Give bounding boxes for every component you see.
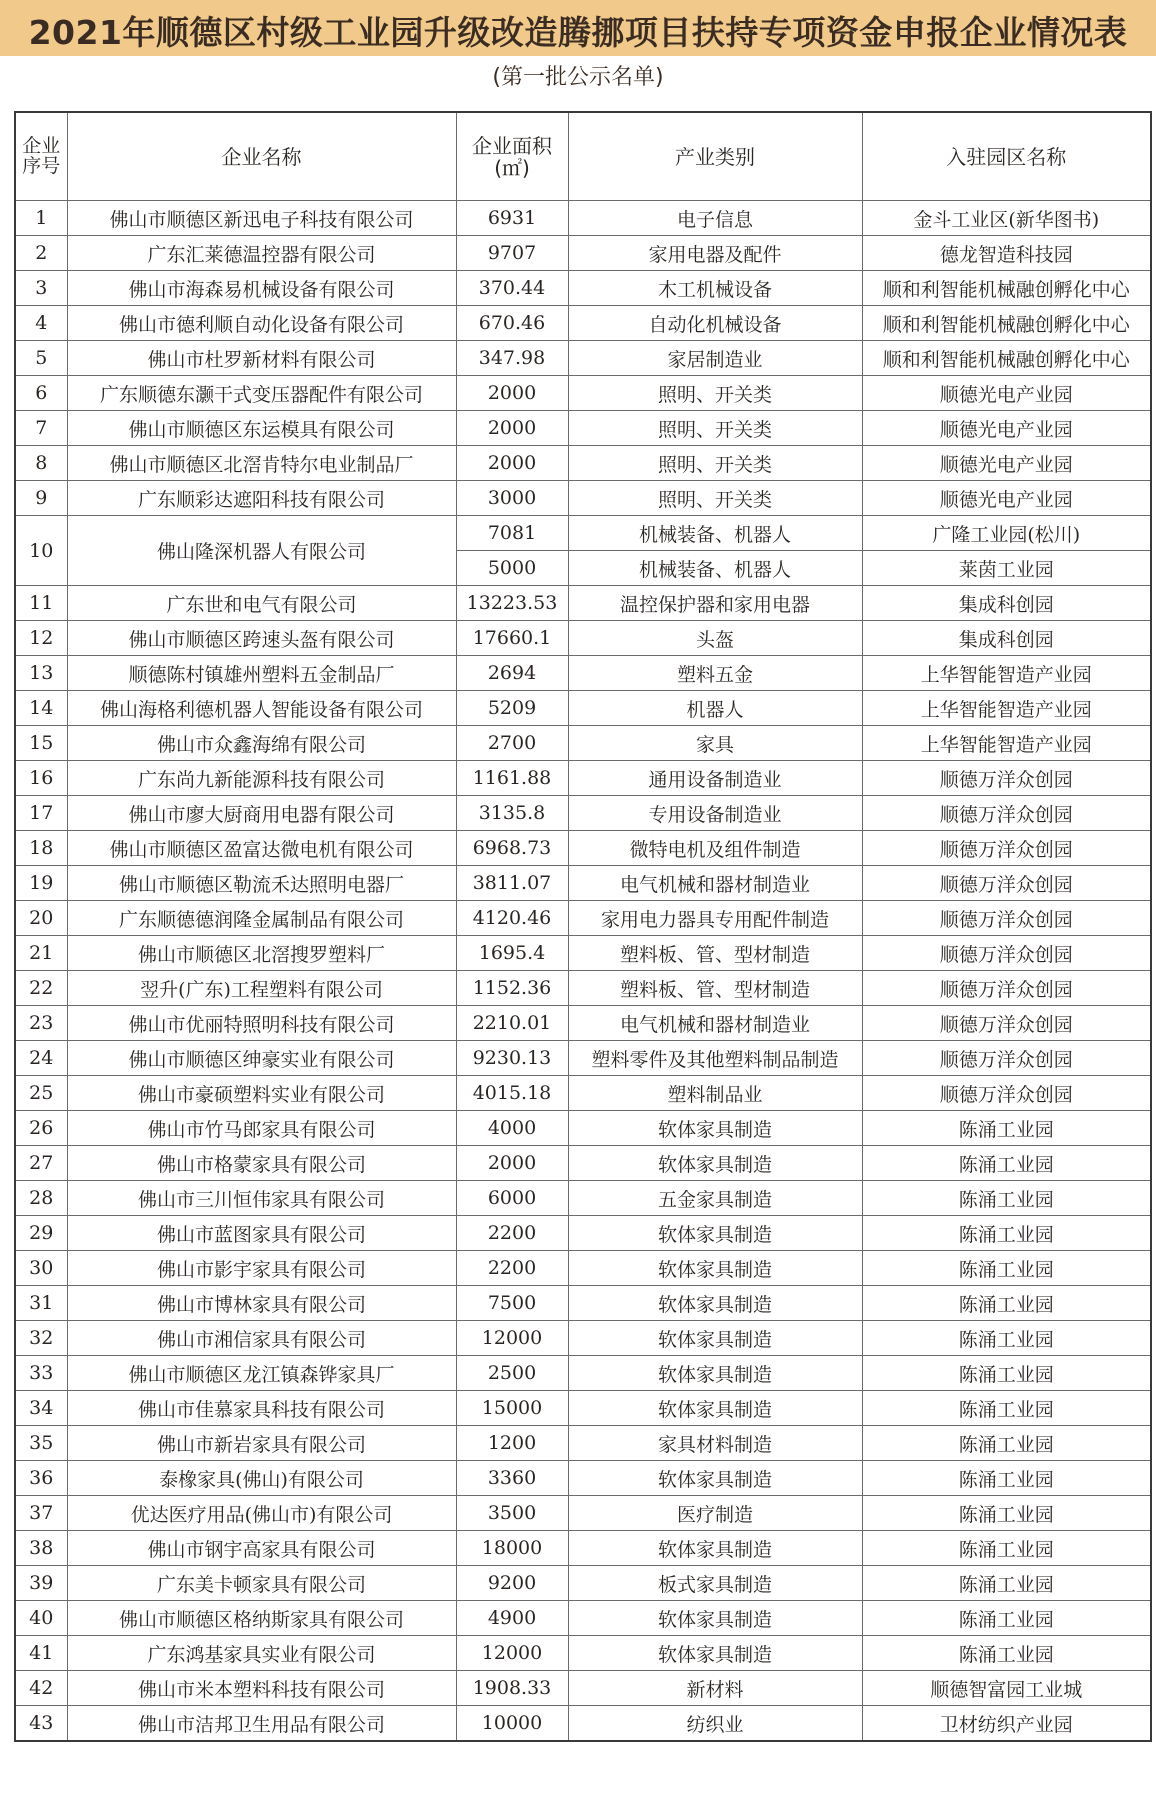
area-value: 7500 bbox=[456, 1286, 568, 1321]
industry-value: 自动化机械设备 bbox=[568, 306, 862, 341]
company-name: 顺德陈村镇雄州塑料五金制品厂 bbox=[67, 656, 456, 691]
row-number: 31 bbox=[15, 1286, 67, 1321]
industry-value: 医疗制造 bbox=[568, 1496, 862, 1531]
row-number: 17 bbox=[15, 796, 67, 831]
area-value: 7081 bbox=[456, 516, 568, 551]
area-value: 4015.18 bbox=[456, 1076, 568, 1111]
row-number: 18 bbox=[15, 831, 67, 866]
row-number: 42 bbox=[15, 1671, 67, 1706]
table-row bbox=[15, 1251, 1151, 1286]
park-name: 陈涌工业园 bbox=[862, 1111, 1151, 1146]
table-row bbox=[15, 1076, 1151, 1111]
company-name: 佛山市豪硕塑料实业有限公司 bbox=[67, 1076, 456, 1111]
table-row bbox=[15, 236, 1151, 271]
area-value: 6968.73 bbox=[456, 831, 568, 866]
area-value: 1152.36 bbox=[456, 971, 568, 1006]
row-number: 3 bbox=[15, 271, 67, 306]
park-name: 陈涌工业园 bbox=[862, 1566, 1151, 1601]
company-name: 佛山市德利顺自动化设备有限公司 bbox=[67, 306, 456, 341]
park-name: 陈涌工业园 bbox=[862, 1636, 1151, 1671]
park-name: 陈涌工业园 bbox=[862, 1251, 1151, 1286]
page-title: 2021年顺德区村级工业园升级改造腾挪项目扶持专项资金申报企业情况表 bbox=[28, 13, 1128, 52]
park-name: 陈涌工业园 bbox=[862, 1601, 1151, 1636]
park-name: 顺和利智能机械融创孵化中心 bbox=[862, 306, 1151, 341]
industry-value: 软体家具制造 bbox=[568, 1391, 862, 1426]
industry-value: 塑料板、管、型材制造 bbox=[568, 971, 862, 1006]
row-number: 10 bbox=[15, 516, 67, 586]
company-name: 泰橡家具(佛山)有限公司 bbox=[67, 1461, 456, 1496]
company-name: 佛山市顺德区绅豪实业有限公司 bbox=[67, 1041, 456, 1076]
park-name: 顺德光电产业园 bbox=[862, 411, 1151, 446]
industry-value: 纺织业 bbox=[568, 1706, 862, 1742]
park-name: 上华智能智造产业园 bbox=[862, 726, 1151, 761]
area-value: 9707 bbox=[456, 236, 568, 271]
industry-value: 家具 bbox=[568, 726, 862, 761]
park-name: 顺德万洋众创园 bbox=[862, 761, 1151, 796]
row-number: 12 bbox=[15, 621, 67, 656]
table-row bbox=[15, 446, 1151, 481]
industry-value: 软体家具制造 bbox=[568, 1321, 862, 1356]
industry-value: 软体家具制造 bbox=[568, 1146, 862, 1181]
table-row bbox=[15, 1636, 1151, 1671]
industry-value: 家居制造业 bbox=[568, 341, 862, 376]
company-name: 广东汇莱德温控器有限公司 bbox=[67, 236, 456, 271]
table-row bbox=[15, 1461, 1151, 1496]
company-name: 佛山市格蒙家具有限公司 bbox=[67, 1146, 456, 1181]
park-name: 顺德万洋众创园 bbox=[862, 1076, 1151, 1111]
area-value: 2210.01 bbox=[456, 1006, 568, 1041]
row-number: 39 bbox=[15, 1566, 67, 1601]
area-value: 4900 bbox=[456, 1601, 568, 1636]
area-value: 2500 bbox=[456, 1356, 568, 1391]
industry-value: 软体家具制造 bbox=[568, 1286, 862, 1321]
area-value: 2694 bbox=[456, 656, 568, 691]
company-name: 佛山市海森易机械设备有限公司 bbox=[67, 271, 456, 306]
area-value: 6931 bbox=[456, 201, 568, 236]
row-number: 43 bbox=[15, 1706, 67, 1742]
park-name: 卫材纺织产业园 bbox=[862, 1706, 1151, 1742]
row-number: 29 bbox=[15, 1216, 67, 1251]
park-name: 陈涌工业园 bbox=[862, 1286, 1151, 1321]
area-value: 17660.1 bbox=[456, 621, 568, 656]
industry-value: 专用设备制造业 bbox=[568, 796, 862, 831]
table-row bbox=[15, 621, 1151, 656]
table-row bbox=[15, 1041, 1151, 1076]
industry-value: 头盔 bbox=[568, 621, 862, 656]
area-value: 4000 bbox=[456, 1111, 568, 1146]
park-name: 顺德万洋众创园 bbox=[862, 866, 1151, 901]
company-name: 佛山市三川恒伟家具有限公司 bbox=[67, 1181, 456, 1216]
table-row bbox=[15, 411, 1151, 446]
row-number: 40 bbox=[15, 1601, 67, 1636]
company-name: 佛山市顺德区盈富达微电机有限公司 bbox=[67, 831, 456, 866]
company-name: 佛山市湘信家具有限公司 bbox=[67, 1321, 456, 1356]
company-name: 佛山市竹马郎家具有限公司 bbox=[67, 1111, 456, 1146]
table-row bbox=[15, 1426, 1151, 1461]
row-number: 19 bbox=[15, 866, 67, 901]
industry-value: 电子信息 bbox=[568, 201, 862, 236]
table-row bbox=[15, 1356, 1151, 1391]
table-row bbox=[15, 481, 1151, 516]
park-name: 顺和利智能机械融创孵化中心 bbox=[862, 341, 1151, 376]
industry-value: 家用电器及配件 bbox=[568, 236, 862, 271]
page-subtitle: (第一批公示名单) bbox=[492, 65, 664, 90]
row-number: 30 bbox=[15, 1251, 67, 1286]
area-value: 12000 bbox=[456, 1321, 568, 1356]
table-row bbox=[15, 1286, 1151, 1321]
company-name: 佛山市顺德区龙江镇森铧家具厂 bbox=[67, 1356, 456, 1391]
company-name: 佛山市顺德区新迅电子科技有限公司 bbox=[67, 201, 456, 236]
row-number: 11 bbox=[15, 586, 67, 621]
park-name: 陈涌工业园 bbox=[862, 1531, 1151, 1566]
company-name: 佛山市蓝图家具有限公司 bbox=[67, 1216, 456, 1251]
row-number: 33 bbox=[15, 1356, 67, 1391]
row-number: 21 bbox=[15, 936, 67, 971]
industry-value: 照明、开关类 bbox=[568, 446, 862, 481]
table-row bbox=[15, 1671, 1151, 1706]
industry-value: 板式家具制造 bbox=[568, 1566, 862, 1601]
park-name: 广隆工业园(松川) bbox=[862, 516, 1151, 551]
row-number: 16 bbox=[15, 761, 67, 796]
area-value: 3135.8 bbox=[456, 796, 568, 831]
industry-value: 五金家具制造 bbox=[568, 1181, 862, 1216]
industry-value: 塑料五金 bbox=[568, 656, 862, 691]
area-value: 2000 bbox=[456, 1146, 568, 1181]
table-row bbox=[15, 761, 1151, 796]
park-name: 上华智能智造产业园 bbox=[862, 656, 1151, 691]
company-name: 佛山市顺德区北滘肯特尔电业制品厂 bbox=[67, 446, 456, 481]
table-row bbox=[15, 1566, 1151, 1601]
park-name: 集成科创园 bbox=[862, 621, 1151, 656]
industry-value: 照明、开关类 bbox=[568, 481, 862, 516]
company-name: 佛山海格利德机器人智能设备有限公司 bbox=[67, 691, 456, 726]
table-row bbox=[15, 691, 1151, 726]
company-name: 佛山市杜罗新材料有限公司 bbox=[67, 341, 456, 376]
row-number: 14 bbox=[15, 691, 67, 726]
header-area: 企业面积 (㎡) bbox=[456, 112, 568, 201]
row-number: 35 bbox=[15, 1426, 67, 1461]
table-row bbox=[15, 866, 1151, 901]
industry-value: 木工机械设备 bbox=[568, 271, 862, 306]
table-row bbox=[15, 586, 1151, 621]
company-name: 广东顺德德润隆金属制品有限公司 bbox=[67, 901, 456, 936]
row-number: 2 bbox=[15, 236, 67, 271]
industry-value: 照明、开关类 bbox=[568, 376, 862, 411]
industry-value: 机械装备、机器人 bbox=[568, 516, 862, 551]
row-number: 20 bbox=[15, 901, 67, 936]
company-name: 广东顺德东灏干式变压器配件有限公司 bbox=[67, 376, 456, 411]
industry-value: 软体家具制造 bbox=[568, 1216, 862, 1251]
table-row bbox=[15, 936, 1151, 971]
company-name: 佛山市米本塑料科技有限公司 bbox=[67, 1671, 456, 1706]
header-park: 入驻园区名称 bbox=[862, 112, 1151, 201]
area-value: 9230.13 bbox=[456, 1041, 568, 1076]
row-number: 36 bbox=[15, 1461, 67, 1496]
industry-value: 新材料 bbox=[568, 1671, 862, 1706]
table-row bbox=[15, 1391, 1151, 1426]
industry-value: 塑料板、管、型材制造 bbox=[568, 936, 862, 971]
park-name: 顺德万洋众创园 bbox=[862, 796, 1151, 831]
park-name: 顺德万洋众创园 bbox=[862, 901, 1151, 936]
row-number: 7 bbox=[15, 411, 67, 446]
table-row bbox=[15, 1216, 1151, 1251]
area-value: 1200 bbox=[456, 1426, 568, 1461]
row-number: 24 bbox=[15, 1041, 67, 1076]
park-name: 顺和利智能机械融创孵化中心 bbox=[862, 271, 1151, 306]
area-value: 370.44 bbox=[456, 271, 568, 306]
row-number: 27 bbox=[15, 1146, 67, 1181]
table-row bbox=[15, 656, 1151, 691]
row-number: 32 bbox=[15, 1321, 67, 1356]
header-company-name: 企业名称 bbox=[67, 112, 456, 201]
area-value: 15000 bbox=[456, 1391, 568, 1426]
header-number: 企业 序号 bbox=[15, 112, 67, 201]
area-value: 2000 bbox=[456, 411, 568, 446]
industry-value: 家具材料制造 bbox=[568, 1426, 862, 1461]
row-number: 38 bbox=[15, 1531, 67, 1566]
table-row bbox=[15, 201, 1151, 236]
park-name: 金斗工业区(新华图书) bbox=[862, 201, 1151, 236]
company-name: 佛山市众鑫海绵有限公司 bbox=[67, 726, 456, 761]
company-name: 佛山市廖大厨商用电器有限公司 bbox=[67, 796, 456, 831]
park-name: 顺德万洋众创园 bbox=[862, 831, 1151, 866]
park-name: 陈涌工业园 bbox=[862, 1216, 1151, 1251]
table-row bbox=[15, 1531, 1151, 1566]
table-row bbox=[15, 1146, 1151, 1181]
company-name: 广东尚九新能源科技有限公司 bbox=[67, 761, 456, 796]
park-name: 顺德光电产业园 bbox=[862, 446, 1151, 481]
area-value: 2000 bbox=[456, 376, 568, 411]
row-number: 25 bbox=[15, 1076, 67, 1111]
area-value: 1695.4 bbox=[456, 936, 568, 971]
row-number: 28 bbox=[15, 1181, 67, 1216]
area-value: 6000 bbox=[456, 1181, 568, 1216]
table-row bbox=[15, 1496, 1151, 1531]
industry-value: 照明、开关类 bbox=[568, 411, 862, 446]
company-name: 翌升(广东)工程塑料有限公司 bbox=[67, 971, 456, 1006]
park-name: 陈涌工业园 bbox=[862, 1146, 1151, 1181]
row-number: 37 bbox=[15, 1496, 67, 1531]
company-name: 广东鸿基家具实业有限公司 bbox=[67, 1636, 456, 1671]
company-name: 佛山隆深机器人有限公司 bbox=[67, 516, 456, 586]
company-name: 佛山市博林家具有限公司 bbox=[67, 1286, 456, 1321]
park-name: 顺德智富园工业城 bbox=[862, 1671, 1151, 1706]
area-value: 3360 bbox=[456, 1461, 568, 1496]
industry-value: 电气机械和器材制造业 bbox=[568, 1006, 862, 1041]
company-name: 广东美卡顿家具有限公司 bbox=[67, 1566, 456, 1601]
area-value: 13223.53 bbox=[456, 586, 568, 621]
row-number: 22 bbox=[15, 971, 67, 1006]
company-name: 佛山市优丽特照明科技有限公司 bbox=[67, 1006, 456, 1041]
area-value: 1161.88 bbox=[456, 761, 568, 796]
row-number: 6 bbox=[15, 376, 67, 411]
table-row bbox=[15, 271, 1151, 306]
industry-value: 温控保护器和家用电器 bbox=[568, 586, 862, 621]
company-name: 佛山市顺德区跨速头盔有限公司 bbox=[67, 621, 456, 656]
header-industry: 产业类别 bbox=[568, 112, 862, 201]
company-name: 佛山市佳慕家具科技有限公司 bbox=[67, 1391, 456, 1426]
industry-value: 微特电机及组件制造 bbox=[568, 831, 862, 866]
row-number: 26 bbox=[15, 1111, 67, 1146]
company-name: 广东顺彩达遮阳科技有限公司 bbox=[67, 481, 456, 516]
industry-value: 塑料制品业 bbox=[568, 1076, 862, 1111]
area-value: 1908.33 bbox=[456, 1671, 568, 1706]
row-number: 13 bbox=[15, 656, 67, 691]
industry-value: 机械装备、机器人 bbox=[568, 551, 862, 586]
area-value: 2200 bbox=[456, 1251, 568, 1286]
table-row bbox=[15, 306, 1151, 341]
company-name: 佛山市钢宇高家具有限公司 bbox=[67, 1531, 456, 1566]
enterprise-table bbox=[14, 111, 1152, 1742]
park-name: 陈涌工业园 bbox=[862, 1461, 1151, 1496]
area-value: 347.98 bbox=[456, 341, 568, 376]
area-value: 2200 bbox=[456, 1216, 568, 1251]
row-number: 8 bbox=[15, 446, 67, 481]
row-number: 5 bbox=[15, 341, 67, 376]
park-name: 顺德万洋众创园 bbox=[862, 971, 1151, 1006]
area-value: 4120.46 bbox=[456, 901, 568, 936]
industry-value: 软体家具制造 bbox=[568, 1531, 862, 1566]
table-row bbox=[15, 796, 1151, 831]
industry-value: 机器人 bbox=[568, 691, 862, 726]
industry-value: 通用设备制造业 bbox=[568, 761, 862, 796]
park-name: 陈涌工业园 bbox=[862, 1391, 1151, 1426]
park-name: 陈涌工业园 bbox=[862, 1321, 1151, 1356]
park-name: 德龙智造科技园 bbox=[862, 236, 1151, 271]
table-row bbox=[15, 341, 1151, 376]
company-name: 佛山市洁邦卫生用品有限公司 bbox=[67, 1706, 456, 1742]
area-value: 10000 bbox=[456, 1706, 568, 1742]
area-value: 2000 bbox=[456, 446, 568, 481]
area-value: 12000 bbox=[456, 1636, 568, 1671]
row-number: 15 bbox=[15, 726, 67, 761]
industry-value: 软体家具制造 bbox=[568, 1636, 862, 1671]
industry-value: 软体家具制造 bbox=[568, 1356, 862, 1391]
industry-value: 软体家具制造 bbox=[568, 1461, 862, 1496]
area-value: 9200 bbox=[456, 1566, 568, 1601]
park-name: 顺德万洋众创园 bbox=[862, 936, 1151, 971]
park-name: 顺德万洋众创园 bbox=[862, 1006, 1151, 1041]
row-number: 4 bbox=[15, 306, 67, 341]
row-number: 9 bbox=[15, 481, 67, 516]
row-number: 41 bbox=[15, 1636, 67, 1671]
area-value: 5000 bbox=[456, 551, 568, 586]
park-name: 莱茵工业园 bbox=[862, 551, 1151, 586]
park-name: 陈涌工业园 bbox=[862, 1426, 1151, 1461]
industry-value: 软体家具制造 bbox=[568, 1601, 862, 1636]
table-row bbox=[15, 1181, 1151, 1216]
company-name: 佛山市顺德区东运模具有限公司 bbox=[67, 411, 456, 446]
table-row bbox=[15, 376, 1151, 411]
company-name: 优达医疗用品(佛山市)有限公司 bbox=[67, 1496, 456, 1531]
area-value: 3811.07 bbox=[456, 866, 568, 901]
table-row bbox=[15, 1111, 1151, 1146]
park-name: 陈涌工业园 bbox=[862, 1181, 1151, 1216]
area-value: 3000 bbox=[456, 481, 568, 516]
table-row bbox=[15, 1321, 1151, 1356]
area-value: 18000 bbox=[456, 1531, 568, 1566]
company-name: 佛山市影宇家具有限公司 bbox=[67, 1251, 456, 1286]
park-name: 顺德光电产业园 bbox=[862, 376, 1151, 411]
area-value: 3500 bbox=[456, 1496, 568, 1531]
table-row bbox=[15, 1601, 1151, 1636]
company-name: 佛山市新岩家具有限公司 bbox=[67, 1426, 456, 1461]
table-row bbox=[15, 971, 1151, 1006]
park-name: 陈涌工业园 bbox=[862, 1356, 1151, 1391]
park-name: 集成科创园 bbox=[862, 586, 1151, 621]
row-number: 34 bbox=[15, 1391, 67, 1426]
company-name: 佛山市顺德区北滘搜罗塑料厂 bbox=[67, 936, 456, 971]
table-row bbox=[15, 516, 1151, 551]
table-body bbox=[15, 201, 1151, 1742]
table-row bbox=[15, 726, 1151, 761]
table-row bbox=[15, 1006, 1151, 1041]
row-number: 1 bbox=[15, 201, 67, 236]
industry-value: 软体家具制造 bbox=[568, 1111, 862, 1146]
park-name: 顺德光电产业园 bbox=[862, 481, 1151, 516]
industry-value: 电气机械和器材制造业 bbox=[568, 866, 862, 901]
table-header-row bbox=[15, 112, 1151, 201]
industry-value: 塑料零件及其他塑料制品制造 bbox=[568, 1041, 862, 1076]
area-value: 670.46 bbox=[456, 306, 568, 341]
industry-value: 软体家具制造 bbox=[568, 1251, 862, 1286]
area-value: 2700 bbox=[456, 726, 568, 761]
park-name: 陈涌工业园 bbox=[862, 1496, 1151, 1531]
park-name: 上华智能智造产业园 bbox=[862, 691, 1151, 726]
industry-value: 家用电力器具专用配件制造 bbox=[568, 901, 862, 936]
company-name: 广东世和电气有限公司 bbox=[67, 586, 456, 621]
park-name: 顺德万洋众创园 bbox=[862, 1041, 1151, 1076]
company-name: 佛山市顺德区勒流禾达照明电器厂 bbox=[67, 866, 456, 901]
row-number: 23 bbox=[15, 1006, 67, 1041]
table-row bbox=[15, 901, 1151, 936]
company-name: 佛山市顺德区格纳斯家具有限公司 bbox=[67, 1601, 456, 1636]
table-row bbox=[15, 1706, 1151, 1742]
table-row bbox=[15, 831, 1151, 866]
area-value: 5209 bbox=[456, 691, 568, 726]
